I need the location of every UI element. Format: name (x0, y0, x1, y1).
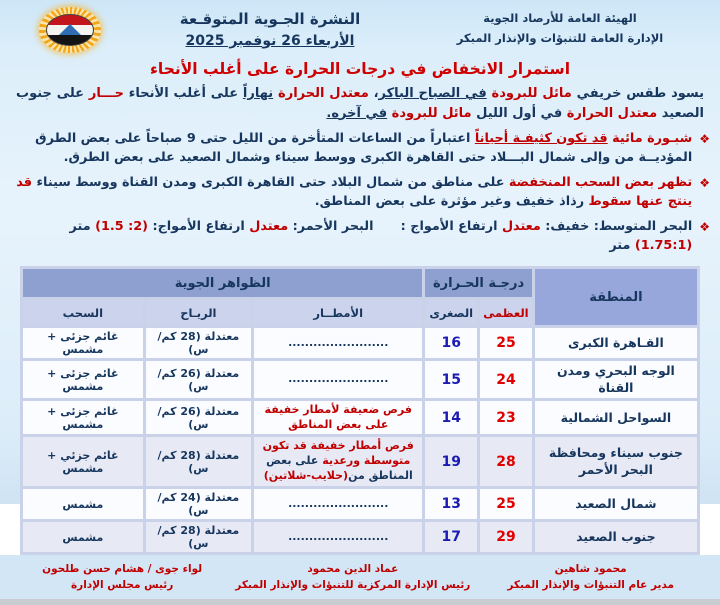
low-clouds-note-text: تظهر بعض السحب المنخفضة على مناطق من شمال البلاد حتى القاهرة الكبرى ومدن القناة ووسط سيناء قد ينتج عنها سقوط رذاذ خفيف وغير مؤثرة على بعض المناطق. (16, 175, 693, 209)
column-header-wind: الريـاح (146, 300, 251, 325)
flag-globe-icon (46, 14, 94, 46)
forecast-table (20, 266, 700, 555)
clouds-cell: غائم جزئى + مشمس (23, 361, 143, 398)
bulletin-date: الأربعاء 26 نوفمبر 2025 (185, 32, 355, 49)
signature-name: لواء جوى / هشام حسن طلحون (42, 563, 203, 575)
clouds-cell: غائم جزئى + مشمس (23, 401, 143, 435)
table-header (23, 269, 697, 325)
region-cell: الوجه البحري ومدن القناة (535, 361, 697, 398)
footer-signatures (0, 555, 720, 599)
column-group-phenomena: الظواهر الجوية (23, 269, 422, 297)
header (0, 0, 720, 57)
column-header-max-temp: العظمى (480, 300, 532, 325)
clouds-cell: مشمس (23, 489, 143, 519)
agency-line1: الهيئة العامة للأرصاد الجوية (483, 11, 637, 25)
clouds-cell: غائم جزئى + مشمس (23, 328, 143, 358)
rain-cell: ........................ (254, 489, 422, 519)
min-temp-cell: 15 (425, 361, 477, 398)
region-cell: جنوب سيناء ومحافظة البحر الأحمر (535, 437, 697, 486)
region-cell: السواحل الشمالية (535, 401, 697, 435)
signature-block (26, 561, 218, 594)
wind-cell: معتدلة (28 كم/س) (146, 328, 251, 358)
max-temp-cell: 23 (480, 401, 532, 435)
max-temp-cell: 28 (480, 437, 532, 486)
sea-state-note (14, 218, 710, 255)
intro-paragraph: يسود طقس خريفي مائل للبرودة في الصباح الباكر، معتدل الحرارة نهاراً على أغلب الأنحاء حـــار على جنوب الصعيد معتدل الحرارة في أول الليل مائل للبرودة في آخره. (16, 86, 705, 121)
sea-state-line (14, 218, 692, 255)
page-bottom-edge (0, 599, 720, 605)
rain-cell: فرص ضعيفة لأمطار خفيفة على بعض المناطق (254, 401, 422, 435)
table-row (23, 522, 697, 552)
bulletin-title-block (130, 3, 410, 51)
max-temp-cell: 24 (480, 361, 532, 398)
signature-name: عماد الدين محمود (307, 563, 399, 575)
min-temp-cell: 16 (425, 328, 477, 358)
mediterranean-sea-state: البحر المتوسط: خفيف: معتدل ارتفاع الأمواج : (1.75:1) متر (400, 219, 693, 253)
rain-cell: ........................ (254, 361, 422, 398)
table-row (23, 489, 697, 519)
max-temp-cell: 25 (480, 328, 532, 358)
min-temp-cell: 19 (425, 437, 477, 486)
signature-block (487, 561, 694, 594)
min-temp-cell: 13 (425, 489, 477, 519)
wind-cell: معتدلة (24 كم/س) (146, 489, 251, 519)
region-cell: جنوب الصعيد (535, 522, 697, 552)
diamond-bullet-icon: ❖ (699, 176, 710, 191)
rain-cell: فرص أمطار خفيفة قد تكون متوسطة ورعدية على بعض المناطق من(حلايب-شلاتين) (254, 437, 422, 486)
signature-name: محمود شاهين (554, 563, 627, 575)
signature-title: مدير عام التنبؤات والإنذار المبكر (507, 579, 675, 592)
region-cell: شمال الصعيد (535, 489, 697, 519)
wind-cell: معتدلة (28 كم/س) (146, 522, 251, 552)
fog-note (14, 130, 710, 167)
wind-cell: معتدلة (28 كم/س) (146, 437, 251, 486)
signature-title: رئيس مجلس الإدارة (70, 579, 174, 592)
table-row (23, 328, 697, 358)
region-cell: القـاهرة الكبرى (535, 328, 697, 358)
clouds-cell: مشمس (23, 522, 143, 552)
signature-title: رئيس الإدارة المركزية للتنبؤات والإنذار المبكر (235, 579, 471, 592)
signature-block (218, 561, 487, 594)
rain-cell: ........................ (254, 328, 422, 358)
rain-cell: ........................ (254, 522, 422, 552)
diamond-bullet-icon: ❖ (699, 220, 710, 235)
table-row (23, 437, 697, 486)
forecast-table-container (20, 266, 700, 555)
column-group-temperature: درجـة الحـرارة (425, 269, 531, 297)
max-temp-cell: 25 (480, 489, 532, 519)
clouds-cell: غائم جزئي + مشمس (23, 437, 143, 486)
wind-cell: معتدلة (26 كم/س) (146, 361, 251, 398)
headline: استمرار الانخفاض في درجات الحرارة على أغلب الأنحاء (149, 60, 571, 78)
column-header-region: المنطقة (535, 269, 697, 325)
table-row (23, 401, 697, 435)
wind-cell: معتدلة (26 كم/س) (146, 401, 251, 435)
min-temp-cell: 14 (425, 401, 477, 435)
column-header-rain: الأمطــار (254, 300, 422, 325)
agency-line2: الإدارة العامة للتنبؤات والإنذار المبكر (456, 31, 664, 46)
max-temp-cell: 29 (480, 522, 532, 552)
forecast-table-body (23, 328, 697, 552)
column-header-min-temp: الصغرى (425, 300, 477, 325)
diamond-bullet-icon: ❖ (699, 132, 710, 146)
sun-emblem-icon (33, 5, 107, 55)
column-header-clouds: السحب (23, 300, 143, 325)
agency-name-block (410, 3, 710, 48)
page-title: النشرة الجـوية المتوقـعة (179, 10, 361, 28)
notes-list (14, 130, 710, 262)
min-temp-cell: 17 (425, 522, 477, 552)
red-sea-state: البحر الأحمر: معتدل ارتفاع الأمواج: (2: 1.5) متر (69, 219, 374, 235)
low-clouds-note (14, 174, 710, 211)
table-row (23, 361, 697, 398)
logo-container (10, 3, 130, 55)
fog-note-text: شبـورة مائية قد تكون كثيفـة أحياناً اعتباراً من الساعات المتأخرة من الليل حتى 9 صباحاً على بعض الطرق المؤديــة من وإلى شمال البـــلاد حتى القاهرة الكبرى ووسط سيناء وشمال الصعيد على بعض الطرق. (35, 131, 693, 165)
